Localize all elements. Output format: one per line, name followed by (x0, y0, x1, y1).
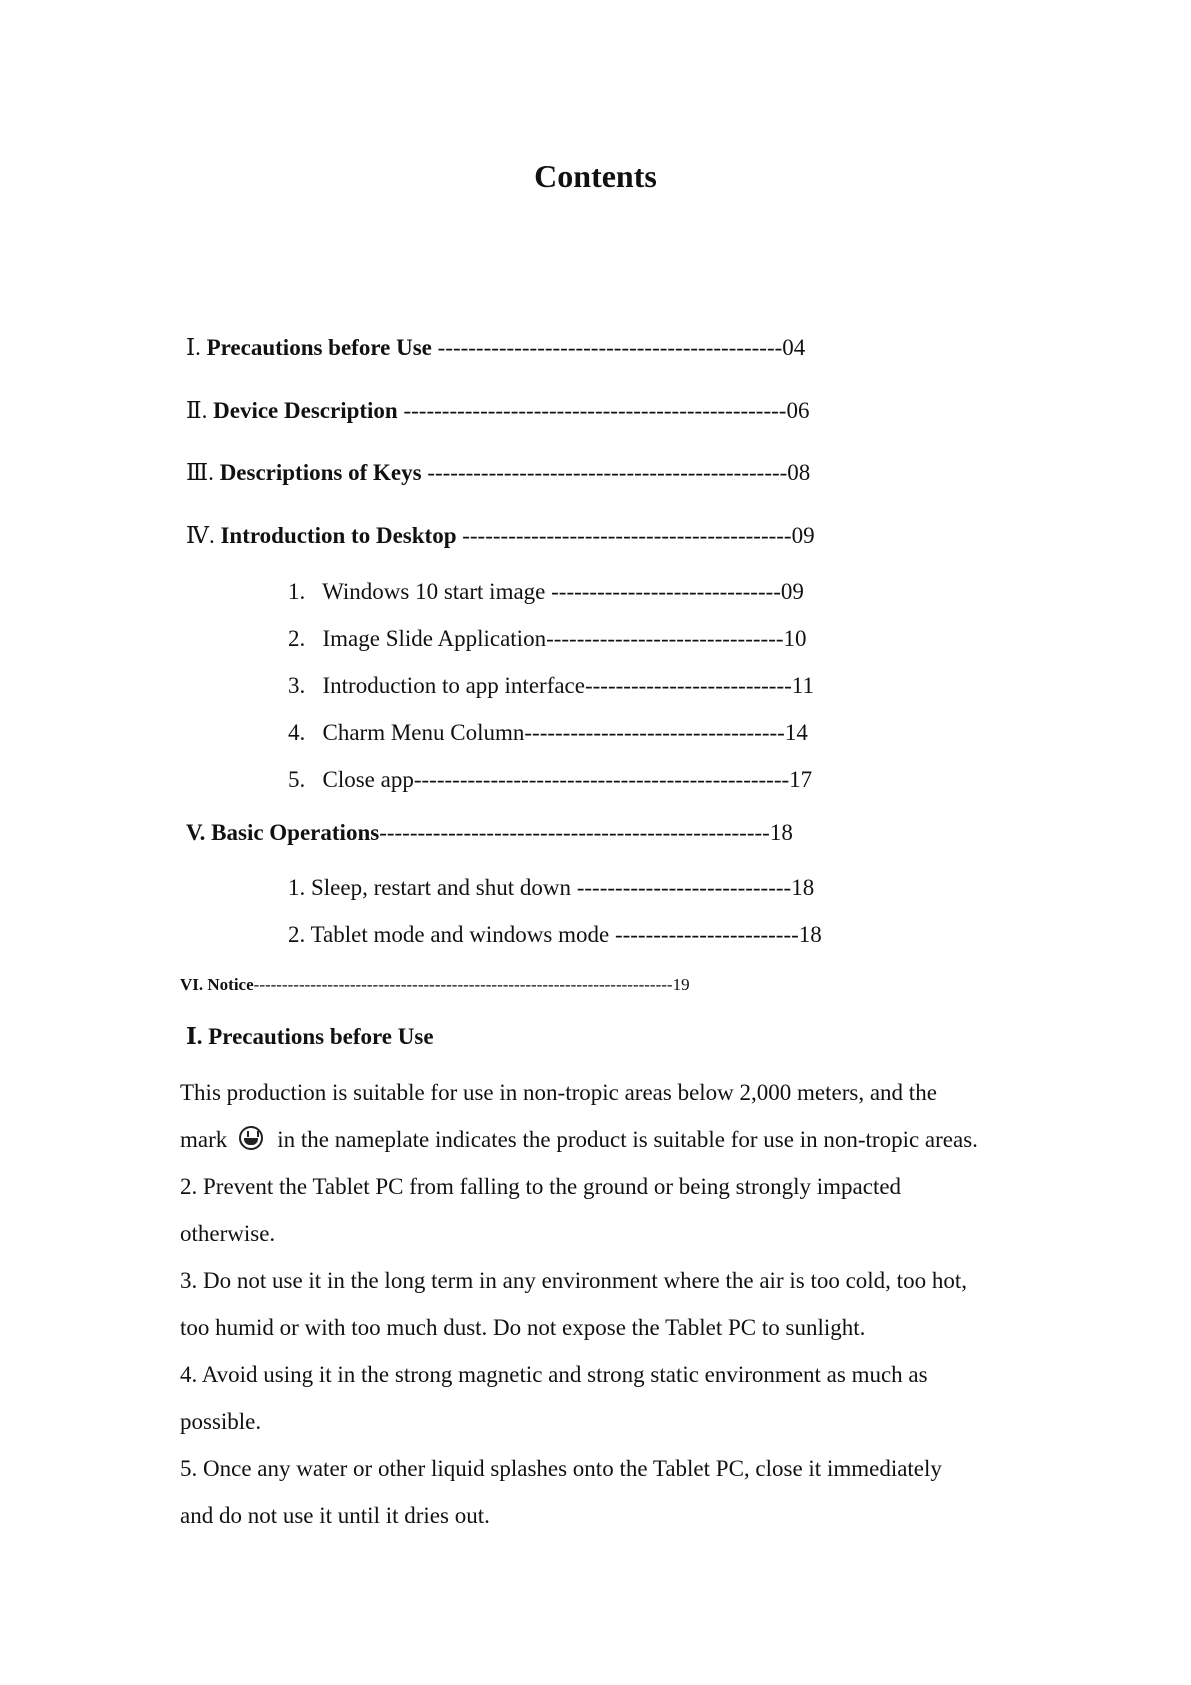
toc-page: 08 (787, 460, 811, 485)
toc-entry-6[interactable] (180, 971, 690, 999)
toc-page: 09 (780, 579, 804, 604)
toc-subentry[interactable] (288, 719, 808, 747)
paragraph-line (180, 1116, 1060, 1163)
paragraph-line: 2. Prevent the Tablet PC from falling to the ground or being strongly impacted (180, 1174, 902, 1199)
toc-page: 17 (789, 767, 813, 792)
toc-leader: --------------------------------------------------- (379, 820, 770, 845)
toc-leader: ------------------------------------------------- (413, 767, 790, 792)
toc-leader: ------------------------ (614, 922, 799, 947)
toc-label: Descriptions of Keys (219, 460, 422, 485)
toc-sub-label: Windows 10 start image (322, 579, 546, 604)
toc-sub-label: 2. Tablet mode and windows mode (288, 922, 610, 947)
toc-leader: -------------------------------------------------------------------------- (253, 975, 673, 994)
toc-numeral: V. (186, 820, 206, 845)
toc-sub-number: 3. (288, 673, 306, 698)
toc-page: 18 (769, 820, 793, 845)
toc-label: Basic Operations (211, 820, 380, 845)
paragraph-line: too humid or with too much dust. Do not expose the Tablet PC to sunlight. (180, 1315, 866, 1340)
toc-subentry[interactable] (288, 578, 804, 606)
toc-leader: ------------------------------ (551, 579, 781, 604)
toc-subentry[interactable] (288, 625, 807, 653)
toc-sub-number: 1. (288, 579, 306, 604)
paragraph-line: This production is suitable for use in non-tropic areas below 2,000 meters, and the (180, 1080, 937, 1105)
toc-page: 18 (791, 875, 815, 900)
paragraph-line: 4. Avoid using it in the strong magnetic and strong static environment as much as (180, 1362, 928, 1387)
toc-sub-label: Introduction to app interface (322, 673, 585, 698)
toc-sub-number: 2. (288, 626, 306, 651)
toc-entry-1[interactable] (186, 334, 805, 362)
toc-numeral: Ⅰ. (186, 335, 201, 360)
toc-leader: ---------------------------- (576, 875, 792, 900)
toc-sub-number: 5. (288, 767, 306, 792)
toc-entry-5[interactable] (186, 819, 793, 847)
toc-leader: ------------------------------------------- (462, 523, 792, 548)
toc-subentry[interactable] (288, 874, 814, 902)
toc-numeral: Ⅳ. (186, 523, 215, 548)
toc-page: 19 (672, 975, 690, 994)
toc-page: 10 (783, 626, 807, 651)
toc-subentry[interactable] (288, 766, 812, 794)
toc-subentry[interactable] (288, 672, 814, 700)
toc-page: 06 (786, 398, 810, 423)
toc-subentry[interactable] (288, 921, 822, 949)
toc-sub-label: Image Slide Application (322, 626, 547, 651)
toc-numeral: Ⅲ. (186, 460, 214, 485)
toc-page: 11 (791, 673, 814, 698)
toc-label: Introduction to Desktop (220, 523, 457, 548)
paragraph-line: 3. Do not use it in the long term in any environment where the air is too cold, too hot, (180, 1268, 967, 1293)
text-fragment: in the nameplate indicates the product is suitable for use in non-tropic areas. (277, 1127, 978, 1152)
paragraph-line: 5. Once any water or other liquid splashes onto the Tablet PC, close it immediately (180, 1456, 942, 1481)
toc-entry-4[interactable] (186, 522, 815, 550)
toc-leader: ----------------------------------------------- (427, 460, 788, 485)
paragraph-line: otherwise. (180, 1221, 276, 1246)
toc-label: Precautions before Use (206, 335, 432, 360)
toc-page: 09 (791, 523, 815, 548)
page-title: Contents (534, 158, 657, 194)
toc-leader: ---------------------------------- (524, 720, 785, 745)
toc-sub-label: 1. Sleep, restart and shut down (288, 875, 571, 900)
toc-entry-2[interactable] (186, 397, 809, 425)
toc-sub-label: Charm Menu Column (322, 720, 525, 745)
toc-page: 14 (784, 720, 808, 745)
toc-leader: --------------------------- (584, 673, 792, 698)
paragraph-line: possible. (180, 1409, 262, 1434)
non-tropic-mark-icon (239, 1126, 263, 1150)
text-fragment: mark (180, 1127, 228, 1152)
paragraph-line: and do not use it until it dries out. (180, 1503, 490, 1528)
toc-label: Device Description (213, 398, 398, 423)
toc-leader: -------------------------------------------------- (403, 398, 787, 423)
toc-label: VI. Notice (180, 975, 254, 994)
toc-numeral: Ⅱ. (186, 398, 208, 423)
toc-leader: ------------------------------- (546, 626, 784, 651)
toc-leader: --------------------------------------------- (437, 335, 783, 360)
section-heading: Ⅰ. Precautions before Use (186, 1024, 434, 1049)
toc-sub-number: 4. (288, 720, 306, 745)
toc-page: 04 (782, 335, 806, 360)
toc-page: 18 (798, 922, 822, 947)
toc-sub-label: Close app (322, 767, 414, 792)
toc-entry-3[interactable] (186, 459, 810, 487)
